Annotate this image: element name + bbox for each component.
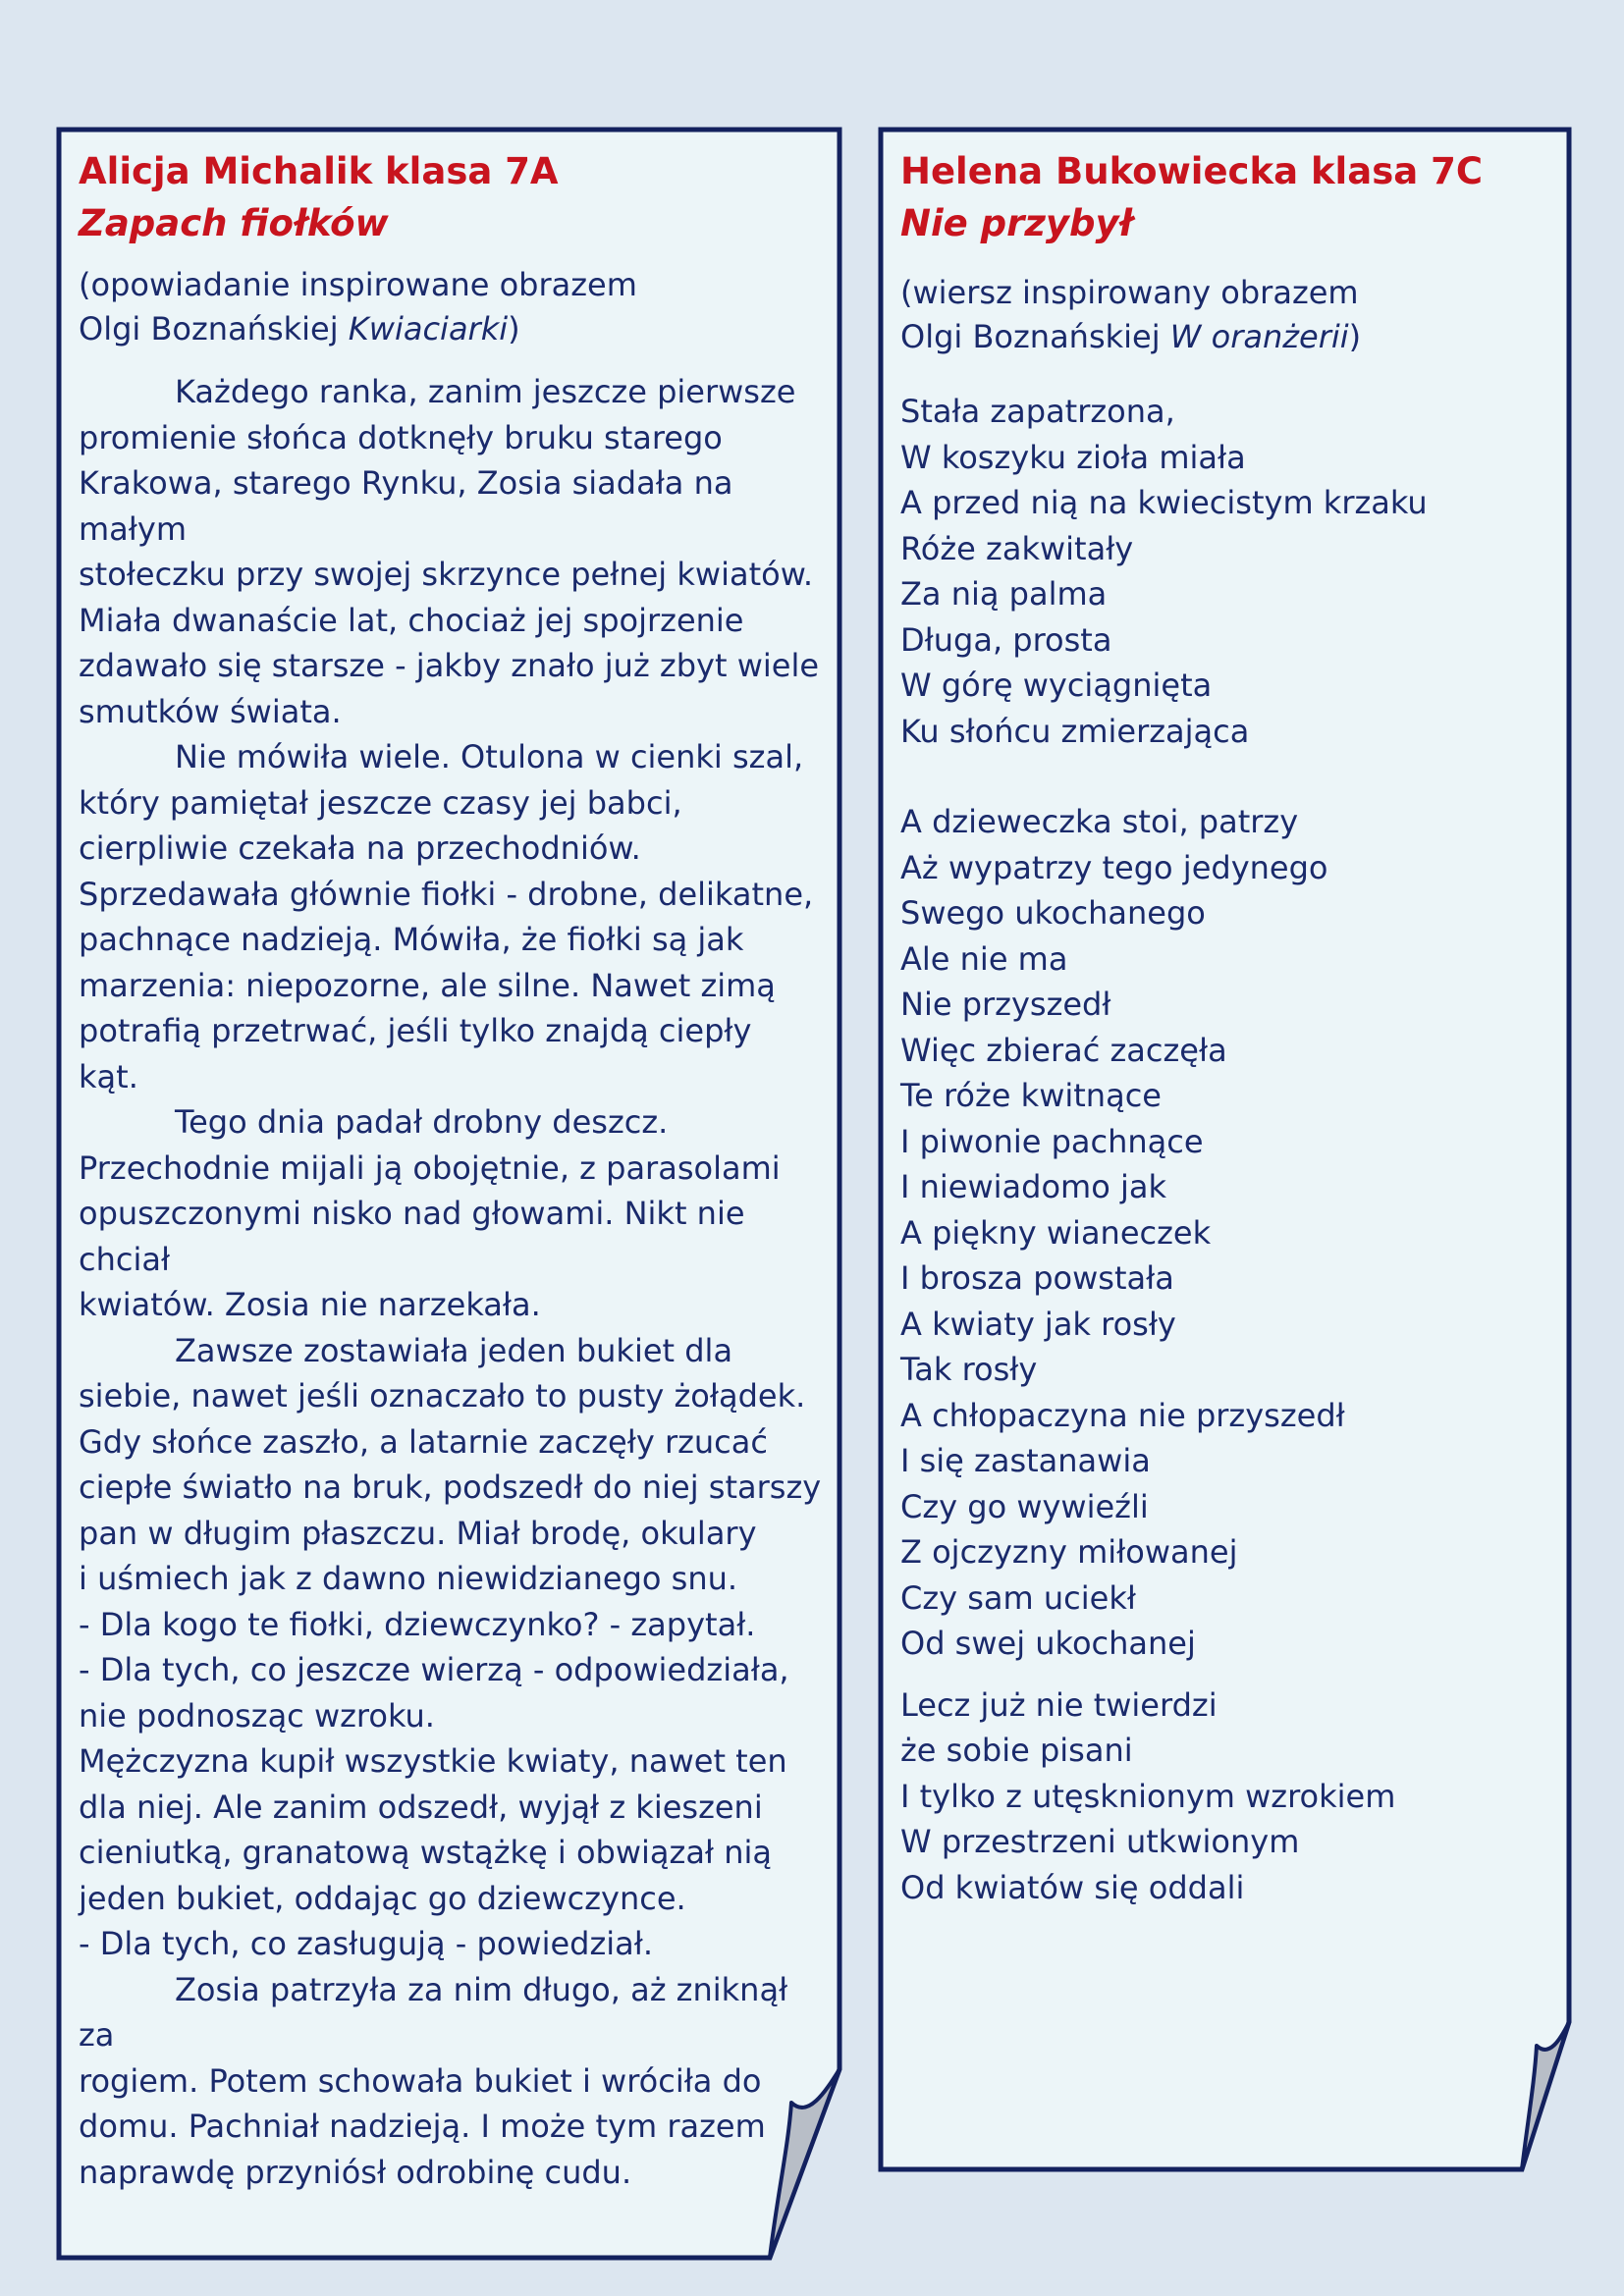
subtitle-line: (wiersz inspirowany obrazem: [900, 274, 1359, 311]
subtitle: [900, 271, 1552, 359]
poem-stanza: [900, 799, 1552, 1667]
story-line: Tego dnia padał drobny deszcz.: [175, 1103, 669, 1141]
story-line: Gdy słońce zaszło, a latarnie zaczęły rzucać: [79, 1422, 768, 1461]
poem-line: W górę wyciągnięta: [900, 667, 1213, 704]
story-line: kwiatów. Zosia nie narzekała.: [79, 1286, 541, 1323]
story-line: siebie, nawet jeśli oznaczało to pusty żołądek.: [79, 1377, 806, 1415]
story-line: Miała dwanaście lat, chociaż jej spojrzenie: [79, 601, 744, 639]
poem-line: Róże zakwitały: [900, 529, 1134, 567]
story-paragraph: [79, 1921, 823, 1967]
story-line: - Dla kogo te fiołki, dziewczynko? - zapytał.: [79, 1605, 756, 1643]
story-line: promienie słońca dotknęły bruku starego: [79, 418, 723, 456]
story-line: kąt.: [79, 1057, 138, 1095]
story-line: i uśmiech jak z dawno niewidzianego snu.: [79, 1560, 738, 1597]
poem-line: Od kwiatów się oddali: [900, 1868, 1245, 1906]
story-line: - Dla tych, co jeszcze wierzą - odpowiedziała,: [79, 1651, 789, 1688]
poem-line: W przestrzeni utkwionym: [900, 1823, 1300, 1860]
story-line: Zawsze zostawiała jeden bukiet dla: [175, 1331, 733, 1369]
story-line: - Dla tych, co zasługują - powiedział.: [79, 1925, 654, 1962]
poem-line: Od swej ukochanej: [900, 1625, 1196, 1662]
poem-line: Te róże kwitnące: [900, 1077, 1162, 1114]
story-line: marzenia: niepozorne, ale silne. Nawet zimą: [79, 966, 776, 1004]
poem-line: Więc zbierać zaczęła: [900, 1031, 1227, 1069]
poem-stanza: [900, 389, 1552, 754]
author-name: Helena Bukowiecka klasa 7C: [900, 150, 1483, 192]
story-line: który pamiętał jeszcze czasy jej babci,: [79, 783, 682, 822]
poem-line: Ale nie ma: [900, 939, 1068, 978]
poem-line: I brosza powstała: [900, 1259, 1174, 1297]
story-line: zdawało się starsze - jakby znało już zbyt wiele: [79, 647, 820, 684]
story-paragraph: [79, 1099, 823, 1328]
subtitle-line: ): [1348, 318, 1362, 355]
story-text: [79, 369, 823, 2195]
poem-line: W koszyku zioła miała: [900, 438, 1246, 476]
subtitle-line: (opowiadanie inspirowane obrazem: [79, 266, 637, 303]
poem-line: Tak rosły: [900, 1351, 1038, 1388]
story-line: jeden bukiet, oddając go dziewczynce.: [79, 1879, 686, 1917]
poem-stanza: [900, 1682, 1552, 1911]
story-line: Sprzedawała głównie fiołki - drobne, delikatne,: [79, 875, 814, 913]
story-line: pachnące nadzieją. Mówiła, że fiołki są jak: [79, 921, 744, 958]
story-line: Krakowa, starego Rynku, Zosia siadała na małym: [79, 464, 733, 548]
poem-line: I piwonie pachnące: [900, 1122, 1204, 1160]
story-line: nie podnosząc wzroku.: [79, 1696, 435, 1735]
poem-line: Lecz już nie twierdzi: [900, 1685, 1218, 1724]
story-paragraph: [79, 1602, 823, 1648]
poem-line: Nie przyszedł: [900, 986, 1111, 1023]
story-line: ciepłe światło na bruk, podszedł do niej starszy: [79, 1468, 822, 1506]
poem-line: że sobie pisani: [900, 1732, 1133, 1769]
poem-line: Z ojczyzny miłowanej: [900, 1533, 1238, 1571]
poem-line: Czy sam uciekł: [900, 1578, 1136, 1617]
author-name: Alicja Michalik klasa 7A: [79, 150, 559, 192]
subtitle-line: Olgi Boznańskiej: [900, 318, 1170, 355]
poem-line: Za nią palma: [900, 575, 1108, 613]
poem-line: I niewiadomo jak: [900, 1168, 1166, 1205]
subtitle: [79, 263, 823, 351]
subtitle-line: ): [508, 310, 520, 347]
poem-line: Długa, prosta: [900, 620, 1112, 659]
poem-line: A przed nią na kwiecistym krzaku: [900, 484, 1428, 521]
story-line: smutków świata.: [79, 692, 342, 730]
poem-text: [900, 389, 1552, 1910]
poem-title: Nie przybył: [900, 202, 1133, 244]
story-line: cierpliwie czekała na przechodniów.: [79, 829, 641, 867]
story-paragraph: [79, 1738, 823, 1921]
story-line: dla niej. Ale zanim odszedł, wyjął z kieszeni: [79, 1788, 763, 1826]
story-paragraph: [79, 1967, 823, 2196]
story-line: pan w długim płaszczu. Miał brodę, okulary: [79, 1514, 757, 1552]
poem-line: A piękny wianeczek: [900, 1213, 1212, 1252]
story-paragraph: [79, 1647, 823, 1738]
poem-line: I tylko z utęsknionym wzrokiem: [900, 1777, 1396, 1815]
poem-line: Ku słońcu zmierzająca: [900, 712, 1250, 750]
poem-line: Aż wypatrzy tego jedynego: [900, 848, 1328, 886]
poem-line: Swego ukochanego: [900, 894, 1206, 932]
subtitle-line: Olgi Boznańskiej: [79, 310, 349, 347]
poem-line: Stała zapatrzona,: [900, 393, 1175, 430]
poem-line: Czy go wywieźli: [900, 1487, 1149, 1525]
poem-line: A chłopaczyna nie przyszedł: [900, 1396, 1345, 1434]
artwork-title: W oranżerii: [1169, 318, 1349, 355]
poem-line: A dzieweczka stoi, patrzy: [900, 803, 1299, 840]
artwork-title: Kwiaciarki: [348, 310, 509, 347]
story-line: rogiem. Potem schowała bukiet i wróciła do: [79, 2061, 762, 2100]
story-line: Mężczyzna kupił wszystkie kwiaty, nawet ten: [79, 1742, 787, 1780]
story-line: cieniutką, granatową wstążkę i obwiązał nią: [79, 1834, 772, 1871]
poem-line: A kwiaty jak rosły: [900, 1305, 1176, 1343]
story-line: naprawdę przyniósł odrobinę cudu.: [79, 2153, 632, 2191]
story-paragraph: [79, 1328, 823, 1602]
story-line: Nie mówiła wiele. Otulona w cienki szal,: [175, 738, 804, 775]
story-line: Każdego ranka, zanim jeszcze pierwsze: [175, 373, 796, 410]
story-title: Zapach fiołków: [79, 202, 389, 244]
story-line: domu. Pachniał nadzieją. I może tym razem: [79, 2108, 766, 2145]
story-paragraph: [79, 734, 823, 1099]
story-line: potrafią przetrwać, jeśli tylko znajdą ciepły: [79, 1012, 752, 1049]
story-line: Zosia patrzyła za nim długo, aż zniknął za: [79, 1970, 788, 2054]
story-line: stołeczku przy swojej skrzynce pełnej kwiatów.: [79, 556, 814, 593]
story-line: opuszczonymi nisko nad głowami. Nikt nie chciał: [79, 1195, 745, 1278]
story-paragraph: [79, 369, 823, 734]
story-line: Przechodnie mijali ją obojętnie, z parasolami: [79, 1148, 781, 1187]
story-card: [57, 128, 842, 2262]
poem-card: [879, 128, 1572, 2172]
poem-line: I się zastanawia: [900, 1442, 1151, 1479]
